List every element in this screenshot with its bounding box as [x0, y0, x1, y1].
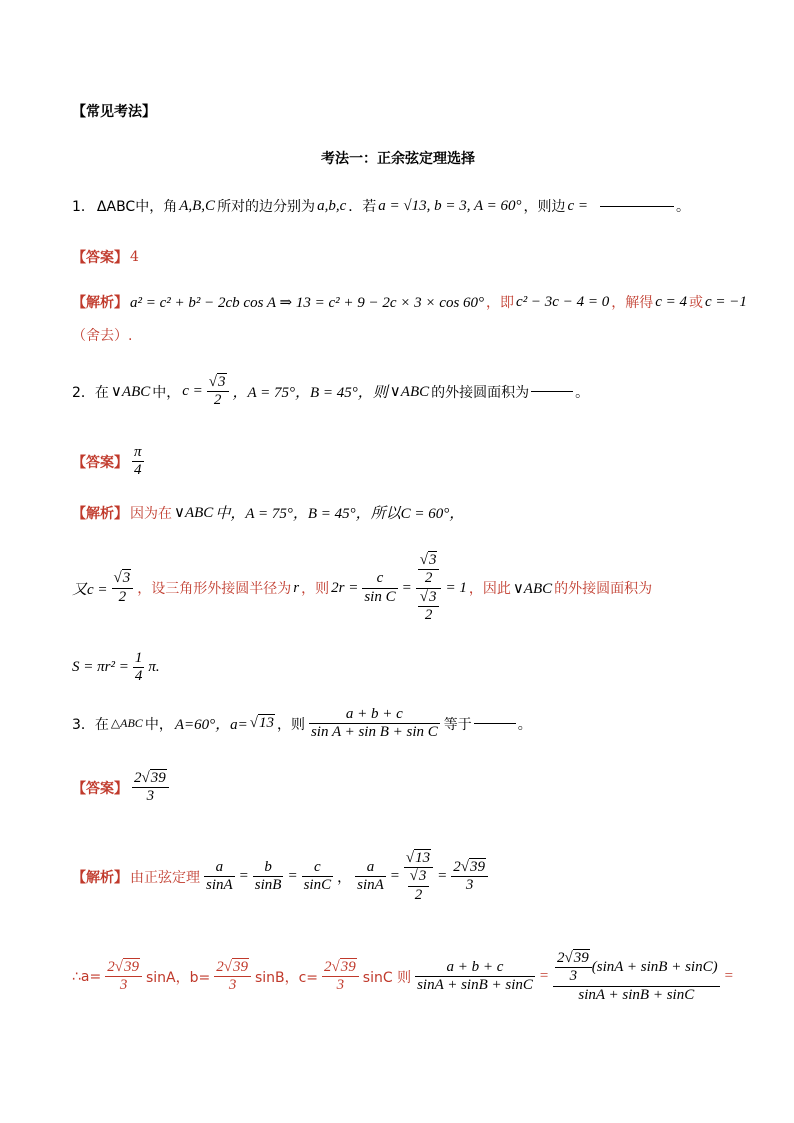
q2-analysis [72, 502, 464, 523]
q2-radius: r [293, 579, 300, 596]
q2-analysis-triangle-2: ∨ABC [512, 580, 553, 597]
q2-analysis-text: 因为在 [130, 505, 172, 522]
q2-number: 2．在 [72, 384, 109, 401]
q3-fraction: $\frac{a + b + c}{\text{sin A + sin B + sin C}}$ [310, 706, 438, 741]
q2-analysis-line2: 又c = $\frac{√3}{2}$ ，设三角形外接圆半径为 r ，则 2r = $\frac{c}{\text{sin C}}$ = $\frac{\frac{√3}{2}}{\frac{√3}{2}}$ = 1 ，因此 ∨ABC 的外接圆面积为 [72, 552, 653, 623]
section-heading: 【常见考法】 [72, 104, 156, 120]
q1-text: ΔABC中，角 [96, 199, 178, 215]
q3-then: ，则 [276, 716, 305, 733]
question-3 [72, 706, 532, 742]
q1-text-2: 所对的边分别为 [217, 199, 316, 215]
q3-sqrt13: √13 [249, 715, 274, 732]
q2-analysis-line3 [72, 650, 160, 686]
q2-analysis-label: 【解析】 [72, 505, 128, 522]
q3-text: 中， [144, 716, 173, 733]
q2-triangle: ∨ABC [110, 384, 151, 401]
q2-analysis-angles: 中，A = 75°，B = 45°，所以C = 60°， [215, 506, 465, 522]
q1-answer-value: 4 [130, 249, 139, 265]
q2-2r: 2r = [331, 579, 359, 596]
q1-analysis-line2: （舍去）. [72, 328, 133, 344]
q2-c-over-sinc: $\frac{c}{\text{sin C}}$ [364, 570, 396, 605]
q1-condition: a = √13, b = 3, A = 60° [378, 197, 522, 214]
q3-analysis-text: 由正弦定理 [130, 869, 200, 886]
q2-c-value: 又c = [72, 581, 108, 598]
q1-text-4: ，则边 [523, 199, 566, 215]
q2-analysis-so: ，因此 [468, 581, 511, 597]
q3-analysis: 【解析】 由正弦定理 $\frac{a}{\sin A}$ = $\frac{b}{\sin B}$ = $\frac{c}{\sin C}$ ， $\frac{a}{\sin A}$ = $\frac{√13}{\frac{√3}{2}}$ = $\frac{2√39}{3}$ [72, 850, 490, 904]
q2-analysis-triangle: ∨ABC [174, 505, 214, 521]
q1-angles: A,B,C [179, 197, 216, 214]
q1-end: 。 [675, 199, 690, 215]
q3-end: 。 [517, 716, 532, 733]
q1-answer [72, 247, 139, 267]
q3-compound: $\frac{√13}{\frac{√3}{2}}$ [404, 850, 433, 904]
q2-compound-fraction: $\frac{\frac{√3}{2}}{\frac{√3}{2}}$ [416, 552, 442, 624]
q2-area-fraction: $\frac{1}{4}$ [134, 650, 143, 685]
q3-analysis-line2: ∴a= $\frac{2√39}{3}$ sinA，b= $\frac{2√39}{3}$ sinB，c= $\frac{2√39}{3}$ sinC 则 $\frac{a + b + c}{\sin A + \sin B + \sin C}$ = $\frac{2√39}{3}$ (sinA + sinB + sinC) sinA + sinB + sinC = [72, 950, 734, 1003]
q2-answer [72, 444, 146, 480]
q3-answer-fraction: $\frac{2√39}{3}$ [132, 770, 169, 806]
q1-analysis [72, 292, 747, 312]
q1-analysis-eq1: a² = c² + b² − 2cb cos A ⇒ 13 = c² + 9 − 2c × 3 × cos 60° [130, 294, 485, 311]
q2-text: 中， [152, 384, 181, 401]
question-1 [72, 196, 690, 216]
q1-sides: a,b,c [317, 197, 347, 214]
q3-ask: 等于 [443, 716, 472, 733]
q1-c-eq: c = [567, 197, 588, 214]
q3-answer [72, 770, 171, 806]
q2-area-end: π. [148, 659, 160, 676]
q2-equals-one: = 1 [445, 579, 467, 596]
q1-answer-blank [600, 206, 674, 207]
q1-analysis-text-2: ，解得 [611, 295, 654, 311]
q1-analysis-text: ，即 [486, 295, 515, 311]
q3-triangle: △ABC [110, 716, 143, 731]
q1-root-1: c = 4 [655, 293, 687, 310]
q2-answer-label: 【答案】 [72, 454, 128, 471]
q2-c-eq: c = [182, 383, 203, 400]
q2-triangle-2: ∨ABC [389, 384, 430, 401]
section-title: 考法一：正余弦定理选择 [321, 151, 475, 167]
q2-end: 。 [575, 384, 590, 401]
q3-answer-label: 【答案】 [72, 780, 128, 797]
q1-root-2: c = −1 [705, 293, 747, 310]
q1-analysis-label: 【解析】 [72, 295, 128, 311]
q3-number: 3．在 [72, 716, 109, 733]
q1-analysis-eq2: c² − 3c − 4 = 0 [516, 293, 610, 310]
q2-angles: ，A = 75°，B = 45°，则 [232, 385, 388, 402]
q1-answer-label: 【答案】 [72, 250, 128, 266]
q1-text-3: ．若 [348, 199, 377, 215]
q1-number: 1． [72, 199, 95, 215]
q3-analysis-label: 【解析】 [72, 869, 128, 886]
q2-answer-blank [531, 391, 573, 392]
q1-analysis-or: 或 [689, 295, 703, 311]
q2-area-eq: S = πr² = [72, 659, 129, 676]
q3-answer-blank [474, 723, 516, 724]
q2-answer-fraction: $\frac{\pi}{4}$ [134, 444, 142, 479]
q2-analysis-text-2: ，设三角形外接圆半径为 [137, 581, 292, 597]
q2-sqrt3-over-2: $\frac{√3}{2}$ [112, 570, 134, 606]
q2-fraction: $\frac{√3}{2}$ [207, 374, 229, 410]
question-2 [72, 374, 589, 410]
q2-ask: 的外接圆面积为 [431, 384, 530, 401]
q3-condition: A=60°，a= [174, 717, 248, 734]
q2-analysis-then: ，则 [301, 581, 330, 597]
q2-analysis-end: 的外接圆面积为 [554, 581, 653, 597]
